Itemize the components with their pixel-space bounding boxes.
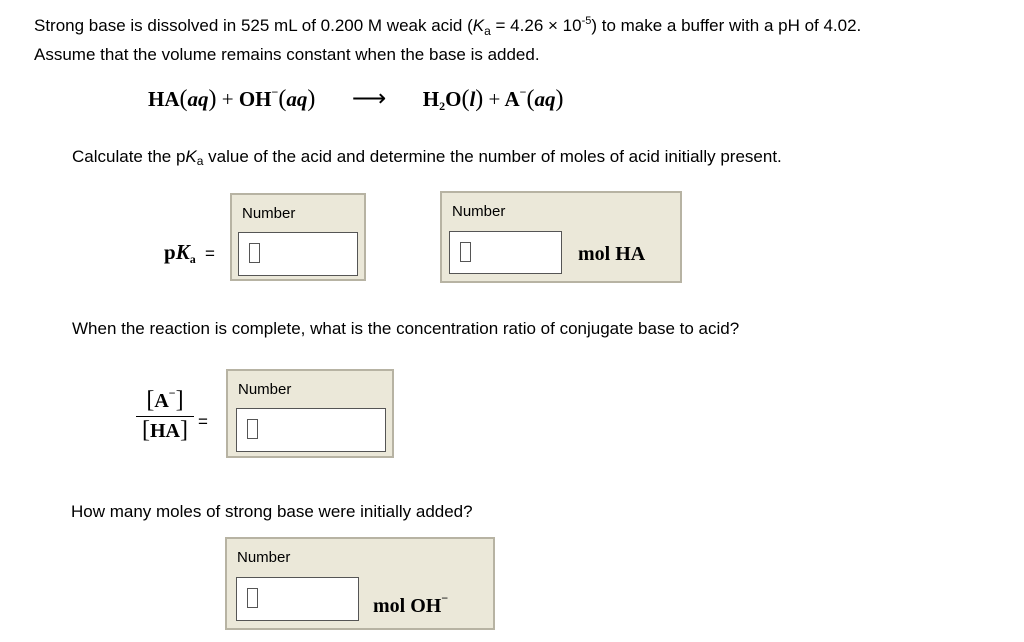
plus-sign: + bbox=[221, 87, 234, 111]
problem-line-2: Assume that the volume remains constant when the base is added. bbox=[34, 45, 540, 64]
pka-number-label: Number bbox=[242, 205, 296, 222]
ratio-numerator bbox=[136, 386, 194, 417]
paren-open: ( bbox=[461, 86, 470, 112]
product-o: O bbox=[445, 87, 462, 111]
paren-open: ( bbox=[278, 86, 287, 112]
ka-subscript: a bbox=[484, 24, 491, 38]
product-a: A bbox=[504, 87, 520, 111]
ratio-answer-panel bbox=[226, 369, 394, 458]
subscript-2: 2 bbox=[439, 99, 446, 113]
pka-sub: a bbox=[189, 252, 196, 266]
moles-base-input-cursor bbox=[247, 588, 258, 608]
moles-acid-unit: mol HA bbox=[578, 243, 646, 265]
q1-prefix: Calculate the p bbox=[72, 147, 186, 166]
bracket-open: [ bbox=[142, 417, 150, 443]
pka-input-cursor bbox=[249, 243, 260, 263]
reactant-ha: HA bbox=[148, 87, 180, 111]
q1-suffix: value of the acid and determine the number of moles of acid initially present. bbox=[203, 147, 782, 166]
paren-close: ) bbox=[475, 86, 484, 112]
ka-exponent: -5 bbox=[581, 15, 592, 27]
ka-symbol: K bbox=[472, 16, 485, 35]
state-aq: aq bbox=[187, 87, 209, 111]
product-h: H bbox=[422, 87, 440, 111]
pka-p: p bbox=[164, 240, 176, 264]
ratio-number-label: Number bbox=[238, 381, 292, 398]
paren-close: ) bbox=[208, 86, 217, 112]
q1-k-sub: a bbox=[196, 154, 204, 168]
ratio-label bbox=[136, 386, 196, 444]
ratio-num-a: A bbox=[154, 390, 169, 412]
pka-label bbox=[164, 240, 215, 267]
charge-minus: − bbox=[271, 85, 279, 99]
problem-statement bbox=[34, 9, 1019, 67]
moles-base-unit-text: mol OH bbox=[373, 595, 442, 617]
reactant-oh: OH bbox=[238, 87, 272, 111]
q1-k: K bbox=[185, 147, 197, 166]
state-l: l bbox=[469, 87, 476, 111]
ratio-den-ha: HA bbox=[150, 420, 180, 442]
ratio-num-charge: − bbox=[168, 386, 176, 400]
bracket-close: ] bbox=[175, 387, 184, 413]
moles-base-answer-panel bbox=[225, 537, 495, 630]
moles-base-input[interactable] bbox=[236, 577, 359, 621]
state-aq: aq bbox=[534, 87, 556, 111]
paren-close: ) bbox=[307, 86, 316, 112]
plus-sign: + bbox=[488, 87, 501, 111]
charge-minus: − bbox=[519, 85, 527, 99]
moles-acid-answer-panel bbox=[440, 191, 682, 283]
pka-input[interactable] bbox=[238, 232, 358, 276]
reaction-arrow: ⟶ bbox=[351, 86, 387, 112]
question-3: How many moles of strong base were initially added? bbox=[71, 502, 473, 521]
ratio-input-cursor bbox=[247, 419, 258, 439]
moles-acid-input[interactable] bbox=[449, 231, 562, 274]
intro-suffix: ) to make a buffer with a pH of 4.02. bbox=[591, 16, 862, 35]
intro-prefix: Strong base is dissolved in 525 mL of 0.200 M weak acid ( bbox=[34, 16, 473, 35]
moles-acid-input-cursor bbox=[460, 242, 471, 262]
pka-k: K bbox=[175, 240, 190, 264]
moles-base-unit-charge: − bbox=[441, 591, 449, 605]
ratio-equals: = bbox=[198, 412, 208, 431]
ka-value: = 4.26 × 10 bbox=[490, 16, 582, 35]
pka-answer-panel bbox=[230, 193, 366, 281]
paren-open: ( bbox=[526, 86, 535, 112]
reaction-equation bbox=[148, 84, 564, 114]
moles-acid-number-label: Number bbox=[452, 203, 506, 220]
paren-open: ( bbox=[179, 86, 188, 112]
pka-equals: = bbox=[204, 244, 215, 263]
moles-base-unit bbox=[373, 591, 448, 618]
state-aq: aq bbox=[286, 87, 308, 111]
question-2: When the reaction is complete, what is the concentration ratio of conjugate base to acid? bbox=[72, 319, 740, 338]
problem-line-1 bbox=[34, 9, 1019, 43]
bracket-close: ] bbox=[180, 417, 188, 443]
moles-base-number-label: Number bbox=[237, 549, 291, 566]
ratio-denominator bbox=[136, 417, 194, 444]
question-1 bbox=[72, 146, 782, 172]
bracket-open: [ bbox=[146, 387, 155, 413]
ratio-input[interactable] bbox=[236, 408, 386, 452]
paren-close: ) bbox=[555, 86, 564, 112]
